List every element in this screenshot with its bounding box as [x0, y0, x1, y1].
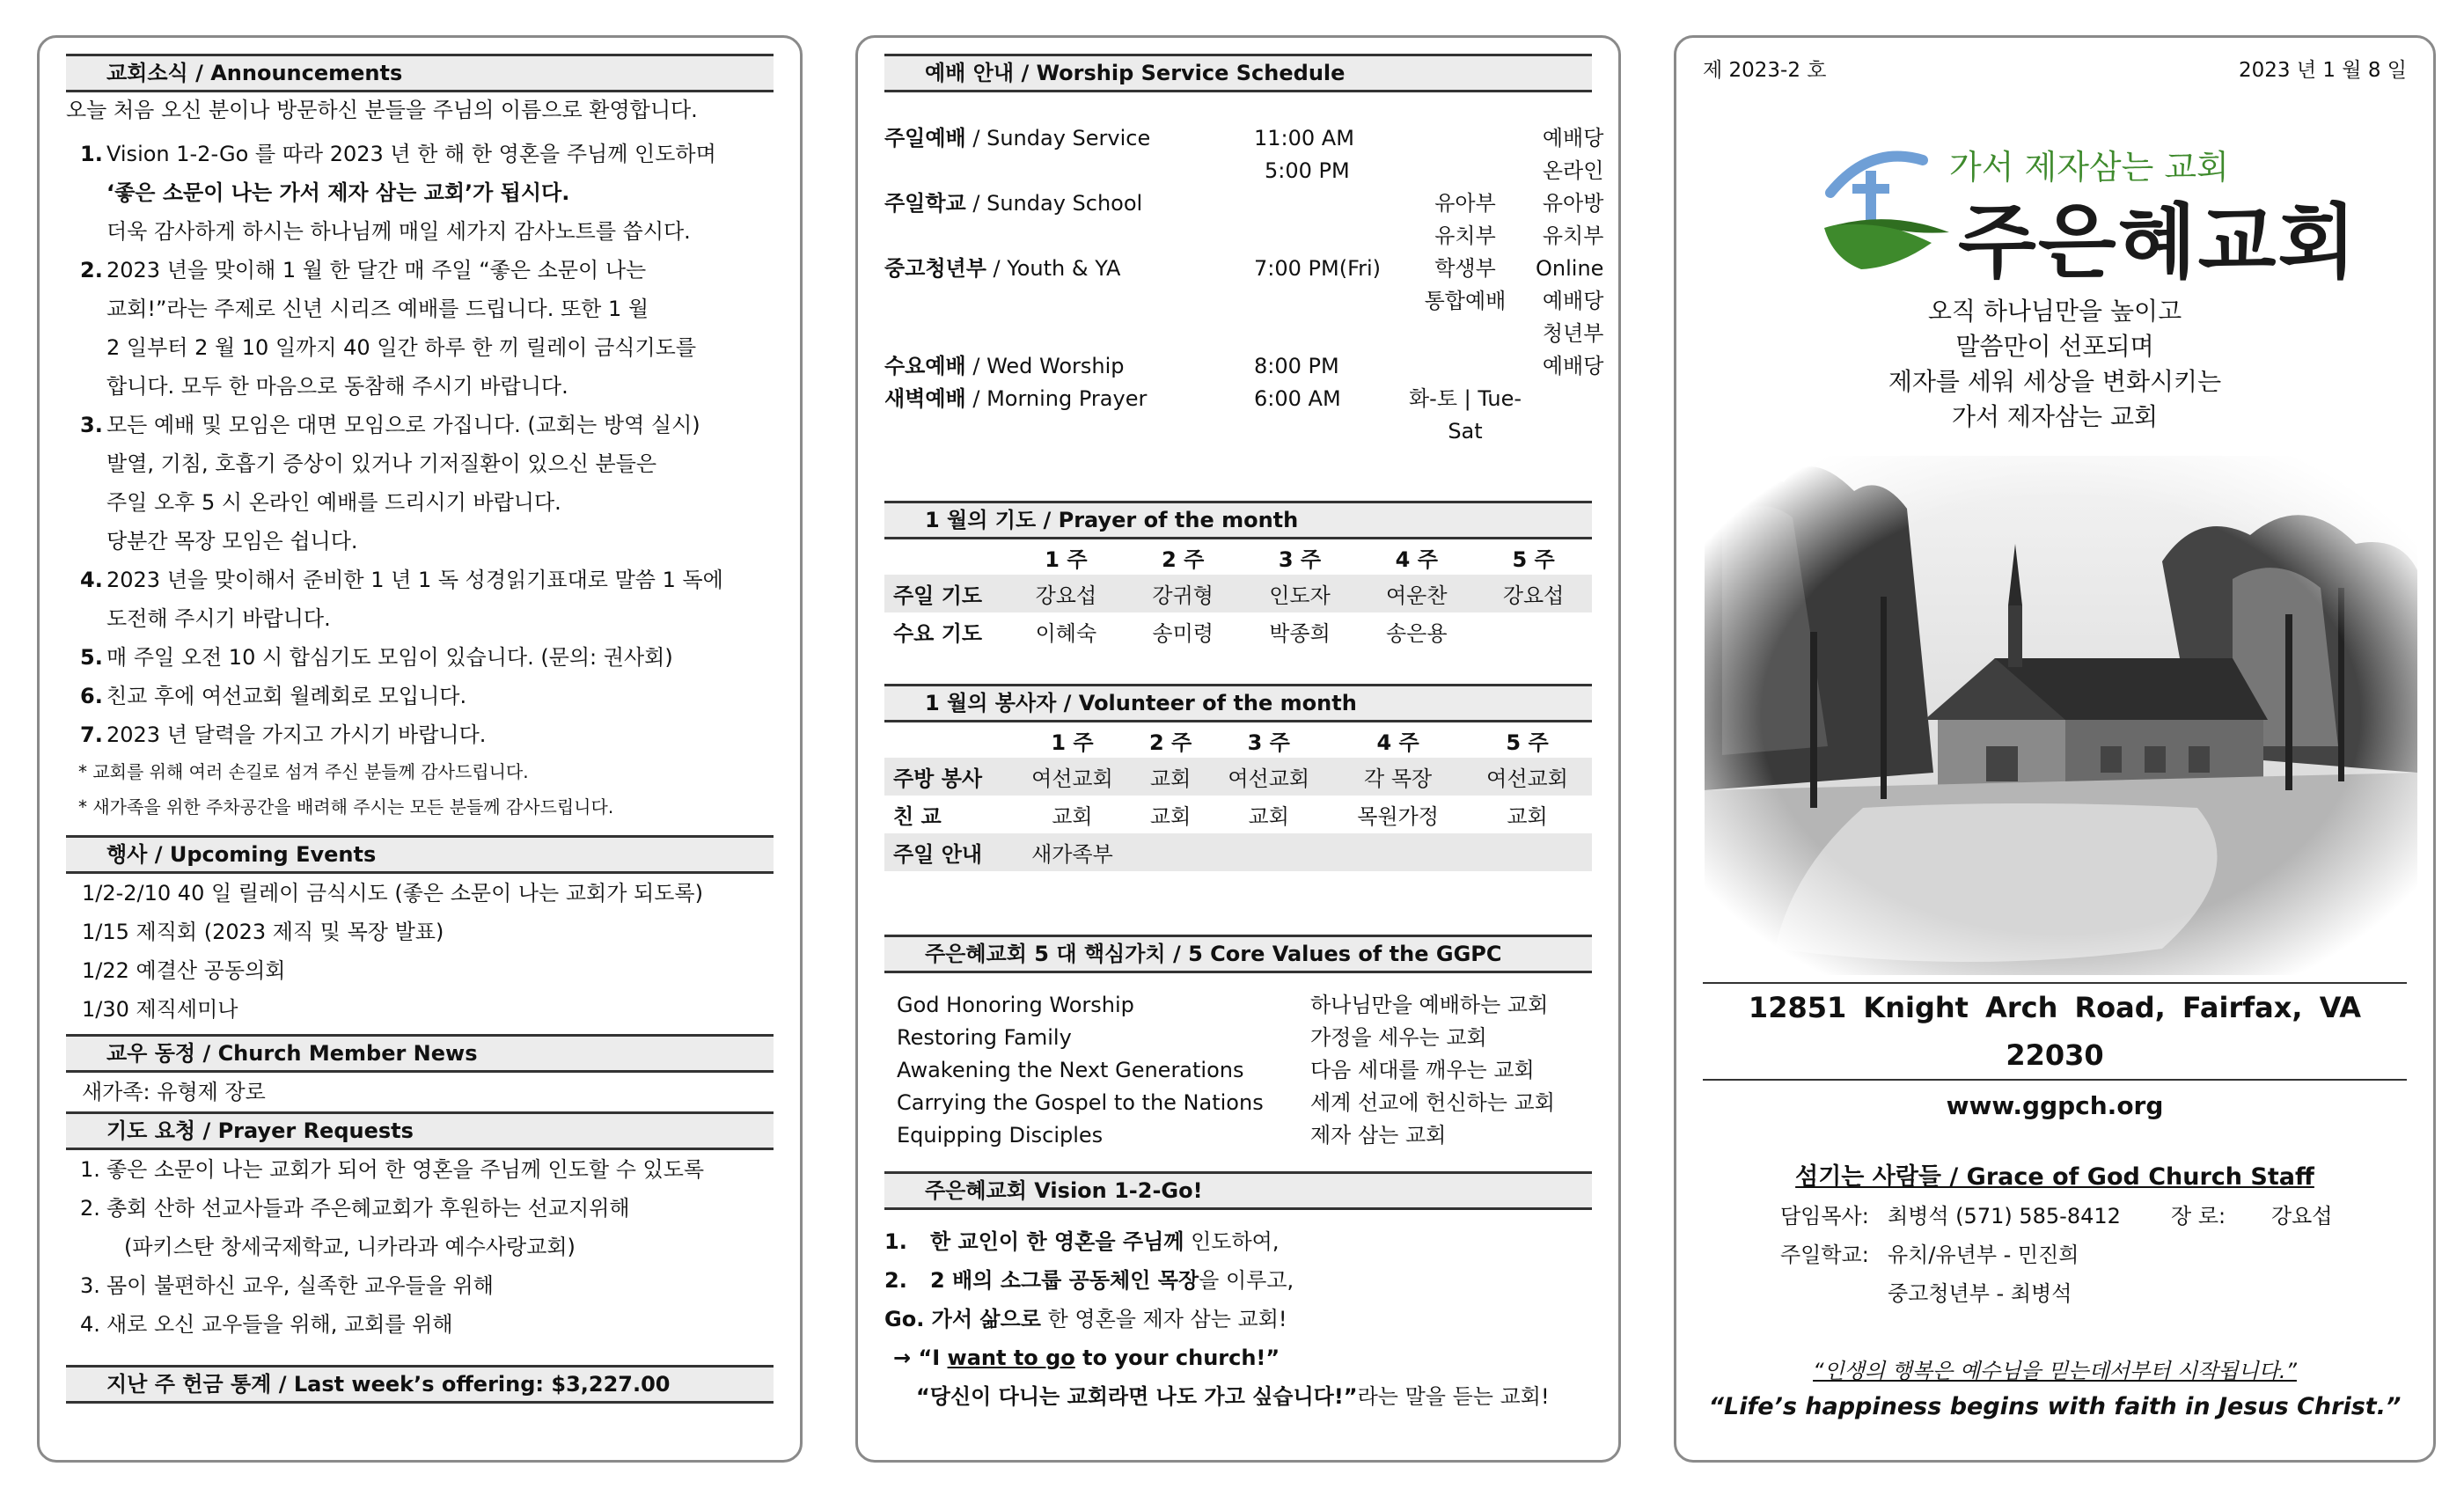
item-line: 교회!”라는 주제로 신년 시리즈 예배를 드립니다. 또한 1 월 [106, 297, 649, 321]
value-english: God Honoring Worship [897, 993, 1134, 1017]
item-body [106, 677, 466, 715]
corner-cell [884, 539, 1008, 575]
item-line: 몸이 불편하신 교우, 실족한 교우들을 위해 [106, 1273, 494, 1298]
service-time: 5:00 PM [1265, 158, 1350, 183]
announcements-header: 교회소식 / Announcements [66, 54, 774, 92]
item-body [106, 638, 673, 677]
row-label: 수요 기도 [893, 621, 983, 646]
item-body [106, 1189, 630, 1266]
item-number: 1. [80, 1157, 100, 1182]
value-english: Awakening the Next Generations [897, 1058, 1244, 1082]
table-cell [1475, 612, 1592, 650]
table-cell: 여선교회 [1463, 758, 1592, 796]
service-time [1254, 285, 1395, 318]
row-label: 친 교 [893, 804, 942, 829]
item-number: 3. [80, 1273, 100, 1298]
table-cell [1137, 833, 1204, 871]
item-body [106, 1150, 704, 1189]
table-cell: 송은용 [1386, 621, 1448, 646]
item-number: 6. [80, 684, 103, 708]
welcome-text: 오늘 처음 오신 분이나 방문하신 분들을 주님의 이름으로 환영합니다. [66, 98, 698, 122]
announcement-item [80, 677, 774, 715]
week-header: 3 주 [1278, 546, 1322, 572]
table-cell: 강요섭 [1475, 575, 1592, 612]
note-line: * 교회를 위해 여러 손길로 섬겨 주신 분들께 감사드립니다. [78, 761, 529, 782]
church-photo [1703, 456, 2407, 979]
item-line: 매 주일 오전 10 시 합심기도 모임이 있습니다. (문의: 권사회) [106, 645, 673, 670]
core-values-list [884, 989, 1592, 1152]
service-name [884, 220, 1254, 253]
table-header-row [884, 539, 1592, 575]
offering-summary: 지난 주 헌금 통계 / Last week’s offering: $3,227.00 [66, 1365, 774, 1404]
table-header-row [884, 722, 1592, 758]
item-line: 당분간 목장 모임은 쉽니다. [106, 529, 358, 554]
item-body [106, 1305, 453, 1344]
item-body [106, 715, 486, 754]
table-cell: 각 목장 [1333, 758, 1463, 796]
vision-line-1: 1. 한 교인이 한 영혼을 주님께 인도하여, [884, 1229, 1280, 1254]
item-number: 5. [80, 645, 103, 670]
table-cell: 교회 [1248, 804, 1289, 829]
item-line: 2023 년 달력을 가지고 가시기 바랍니다. [106, 722, 487, 747]
service-name [884, 155, 1254, 187]
announcement-item [80, 715, 774, 754]
prayer-month-header: 1 월의 기도 / Prayer of the month [884, 501, 1592, 539]
item-line: Vision 1-2-Go 를 따라 2023 년 한 해 한 영혼을 주님께 인도하며 [106, 142, 716, 166]
item-body [106, 251, 696, 406]
service-place: 예배당 [1542, 354, 1604, 378]
week-header: 5 주 [1506, 730, 1549, 755]
service-dept [1395, 350, 1536, 383]
announcement-item [80, 135, 774, 251]
table-cell: 교회 [1052, 804, 1093, 829]
item-line: 총회 산하 선교사들과 주은혜교회가 후원하는 선교지위해 [106, 1196, 630, 1221]
item-number: 4. [80, 1312, 100, 1337]
vision-line-5: “당신이 다니는 교회라면 나도 가고 싶습니다!”라는 말을 듣는 교회! [916, 1384, 1550, 1409]
row-label: 주방 봉사 [884, 758, 1008, 796]
table-cell [1333, 833, 1463, 871]
worship-schedule [884, 122, 1604, 448]
schedule-panel [855, 35, 1621, 1463]
members-list [66, 1073, 774, 1111]
prayer-item [80, 1266, 774, 1305]
service-dept [1395, 155, 1536, 187]
item-number: 2. [80, 258, 103, 282]
week-header: 4 주 [1395, 546, 1438, 572]
table-row [884, 796, 1592, 833]
table-cell: 교회 [1137, 758, 1204, 796]
service-time: 8:00 PM [1254, 354, 1339, 378]
motto-line: 제자를 세워 세상을 변화시키는 [1888, 367, 2222, 396]
prayer-item [80, 1189, 774, 1266]
cover-panel [1674, 35, 2436, 1463]
week-header: 2 주 [1162, 546, 1205, 572]
service-place: 예배당 [1542, 126, 1604, 150]
table-row [884, 612, 1592, 650]
staff-row-school: 주일학교: 유치/유년부 - 민진희 [1780, 1243, 2079, 1267]
table-row [884, 575, 1592, 612]
service-name: 중고청년부 / Youth & YA [884, 256, 1121, 281]
service-name: 주일학교 / Sunday School [884, 191, 1143, 216]
value-korean: 제자 삼는 교회 [1310, 1123, 1447, 1148]
value-korean: 하나님만을 예배하는 교회 [1310, 993, 1549, 1017]
prayer-month-table [884, 539, 1592, 650]
staff-row-youth: 중고청년부 - 최병석 [1888, 1281, 2072, 1306]
service-place: 청년부 [1542, 321, 1604, 346]
item-body [106, 561, 723, 638]
service-time [1254, 187, 1395, 220]
staff-header: 섬기는 사람들 / Grace of God Church Staff [1795, 1163, 2314, 1191]
church-logo [1703, 83, 2407, 294]
week-header: 5 주 [1512, 546, 1555, 572]
service-dept: 화-토 | Tue-Sat [1408, 386, 1522, 444]
vision-line-4: → “I want to go to your church!” [893, 1346, 1280, 1370]
item-line: (파키스탄 창세국제학교, 니카라과 예수사랑교회) [124, 1235, 576, 1259]
vision-header: 주은혜교회 Vision 1-2-Go! [884, 1171, 1592, 1210]
table-cell: 이혜숙 [1035, 621, 1097, 646]
service-place: Online [1536, 256, 1604, 281]
table-cell [1463, 833, 1592, 871]
vision-line-2: 2. 2 배의 소그룹 공동체인 목장을 이루고, [884, 1268, 1294, 1293]
service-place: 예배당 [1542, 289, 1604, 313]
events-header: 행사 / Upcoming Events [66, 835, 774, 874]
service-place [1536, 383, 1612, 448]
item-number: 7. [80, 722, 103, 747]
service-name: 주일예배 / Sunday Service [884, 126, 1151, 150]
table-cell [1204, 833, 1333, 871]
service-name [884, 318, 1254, 350]
row-label: 주일 안내 [884, 833, 1008, 871]
item-body [106, 135, 716, 251]
quote-english: “Life’s happiness begins with faith in Jesus Christ.” [1708, 1393, 2402, 1420]
week-header: 1 주 [1045, 546, 1088, 572]
item-line: 2023 년을 맞이해서 준비한 1 년 1 독 성경읽기표대로 말씀 1 독에 [106, 568, 723, 592]
item-line: 새로 오신 교우들을 위해, 교회를 위해 [106, 1312, 453, 1337]
item-line: 친교 후에 여선교회 월례회로 모입니다. [106, 684, 467, 708]
event-item: 1/30 제직세미나 [82, 997, 238, 1022]
announcement-notes [66, 754, 774, 825]
service-name: 수요예배 / Wed Worship [884, 354, 1125, 378]
item-line: 2 일부터 2 월 10 일까지 40 일간 하루 한 끼 릴레이 금식기도를 [106, 335, 697, 360]
announcements-panel [37, 35, 803, 1463]
week-header: 1 주 [1051, 730, 1094, 755]
staff-row-pastor: 담임목사: 최병석 (571) 585-8412 장 로: 강요섭 [1780, 1204, 2333, 1228]
service-dept: 학생부 [1434, 256, 1496, 281]
row-label: 주일 기도 [884, 575, 1008, 612]
logo-tagline: 가서 제자삼는 교회 [1949, 148, 2229, 187]
volunteer-header: 1 월의 봉사자 / Volunteer of the month [884, 684, 1592, 722]
table-cell: 목원가정 [1357, 804, 1439, 829]
event-item: 1/15 제직회 (2023 제직 및 목장 발표) [82, 920, 444, 944]
item-line: 좋은 소문이 나는 교회가 되어 한 영혼을 주님께 인도할 수 있도록 [106, 1157, 705, 1182]
table-cell: 송미령 [1152, 621, 1214, 646]
announcement-list [66, 135, 774, 754]
week-header: 2 주 [1148, 730, 1192, 755]
prayer-list [66, 1150, 774, 1344]
value-english: Carrying the Gospel to the Nations [897, 1090, 1264, 1115]
item-line: 더욱 감사하게 하시는 하나님께 매일 세가지 감사노트를 씁시다. [106, 219, 691, 244]
corner-cell [884, 722, 1008, 758]
member-news-item: 새가족: 유형제 장로 [82, 1080, 266, 1104]
item-number: 3. [80, 413, 103, 437]
vision-line-3: Go. 가서 삶으로 한 영혼을 제자 삼는 교회! [884, 1307, 1287, 1331]
worship-header: 예배 안내 / Worship Service Schedule [884, 54, 1592, 92]
cover-top-line [1703, 54, 2407, 83]
week-header: 3 주 [1247, 730, 1290, 755]
table-row [884, 833, 1592, 871]
service-place: 온라인 [1542, 158, 1604, 183]
item-line: 합니다. 모두 한 마음으로 동참해 주시기 바랍니다. [106, 374, 568, 399]
table-cell: 강요섭 [1008, 575, 1125, 612]
service-dept [1395, 122, 1536, 155]
service-time: 6:00 AM [1254, 386, 1341, 411]
service-name [884, 285, 1254, 318]
item-line: 발열, 기침, 호흡기 증상이 있거나 기저질환이 있으신 분들은 [106, 451, 657, 476]
church-motto [1703, 294, 2407, 435]
church-name: 주은혜교회 [1958, 195, 2358, 290]
value-english: Equipping Disciples [897, 1123, 1104, 1148]
members-header: 교우 동정 / Church Member News [66, 1034, 774, 1073]
table-cell: 교회 [1149, 804, 1192, 829]
table-cell: 여운찬 [1358, 575, 1475, 612]
prayer-item [80, 1305, 774, 1344]
item-line: 도전해 주시기 바랍니다. [106, 606, 331, 631]
prayer-header: 기도 요청 / Prayer Requests [66, 1111, 774, 1150]
announcement-item [80, 638, 774, 677]
event-item: 1/22 예결산 공동의회 [82, 958, 286, 983]
events-list [66, 874, 774, 1029]
table-cell: 인도자 [1242, 575, 1359, 612]
service-time: 7:00 PM(Fri) [1254, 256, 1382, 281]
volunteer-table [884, 722, 1592, 871]
item-body [106, 406, 700, 561]
issue-date: 2023 년 1 월 8 일 [2238, 59, 2407, 82]
prayer-item [80, 1150, 774, 1189]
quote-korean: “인생의 행복은 예수님을 믿는데서부터 시작됩니다.” [1813, 1359, 2297, 1383]
service-time: 11:00 AM [1254, 126, 1354, 150]
service-place: 유치부 [1542, 224, 1604, 248]
value-english: Restoring Family [897, 1025, 1072, 1050]
event-item: 1/2-2/10 40 일 릴레이 금식시도 (좋은 소문이 나는 교회가 되도록) [82, 881, 703, 906]
church-address: 12851 Knight Arch Road, Fairfax, VA 22030 [1703, 982, 2407, 1081]
item-line: ‘좋은 소문이 나는 가서 제자 삼는 교회’가 됩시다. [106, 180, 570, 205]
service-name: 새벽예배 / Morning Prayer [884, 386, 1148, 411]
service-time [1254, 220, 1395, 253]
service-time [1254, 318, 1395, 350]
core-values-header: 주은혜교회 5 대 핵심가치 / 5 Core Values of the GGPC [884, 935, 1592, 973]
motto-line: 오직 하나님만을 높이고 [1927, 297, 2182, 326]
item-number: 4. [80, 568, 103, 592]
item-line: 2023 년을 맞이해 1 월 한 달간 매 주일 “좋은 소문이 나는 [106, 258, 647, 282]
service-dept: 통합예배 [1424, 289, 1507, 313]
motto-line: 가서 제자삼는 교회 [1951, 402, 2159, 431]
staff-list [1703, 1197, 2407, 1313]
item-line: 주일 오후 5 시 온라인 예배를 드리시기 바랍니다. [106, 490, 561, 515]
table-cell: 교회 [1507, 804, 1548, 829]
item-body [106, 1266, 494, 1305]
vision-body [884, 1222, 1592, 1416]
item-number: 2. [80, 1196, 100, 1221]
table-row [884, 758, 1592, 796]
value-korean: 세계 선교에 헌신하는 교회 [1310, 1090, 1555, 1115]
church-building-image [1705, 456, 2417, 975]
table-cell: 여선교회 [1204, 758, 1333, 796]
announcement-item [80, 561, 774, 638]
church-website[interactable]: www.ggpch.org [1946, 1091, 2164, 1120]
announcement-item [80, 251, 774, 406]
table-cell: 강귀형 [1125, 575, 1242, 612]
announcement-item [80, 406, 774, 561]
service-place: 유아방 [1542, 191, 1604, 216]
service-dept: 유아부 [1434, 191, 1496, 216]
table-cell: 여선교회 [1008, 758, 1137, 796]
item-line: 모든 예배 및 모임은 대면 모임으로 가집니다. (교회는 방역 실시) [106, 413, 700, 437]
item-number: 1. [80, 142, 103, 166]
note-line: * 새가족을 위한 주차공간을 배려해 주시는 모든 분들께 감사드립니다. [78, 796, 614, 818]
service-dept [1395, 318, 1536, 350]
table-cell: 박종희 [1269, 621, 1331, 646]
week-header: 4 주 [1376, 730, 1419, 755]
table-cell: 새가족부 [1008, 833, 1137, 871]
service-dept: 유치부 [1434, 224, 1496, 248]
issue-number: 제 2023-2 호 [1703, 59, 1827, 82]
value-korean: 가정을 세우는 교회 [1310, 1025, 1487, 1050]
motto-line: 말씀만이 선포되며 [1955, 332, 2154, 361]
value-korean: 다음 세대를 깨우는 교회 [1310, 1058, 1535, 1082]
